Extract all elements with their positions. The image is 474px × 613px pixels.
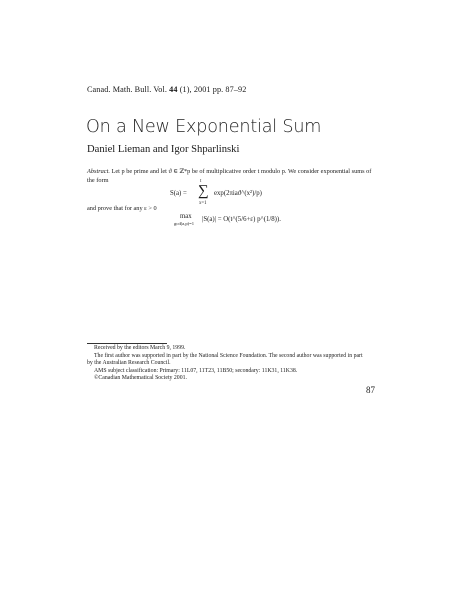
page-number: 87 (366, 385, 375, 395)
footnote-copyright: ©Canadian Mathematical Society 2001. (94, 375, 187, 382)
journal-prefix: Canad. Math. Bull. Vol. (87, 85, 170, 94)
paper-title: On a New Exponential Sum (86, 117, 322, 137)
sigma-symbol: ∑ (198, 183, 209, 199)
footnote-ams: AMS subject classification: Primary: 11L07, 11T23, 11B50; secondary: 11K31, 11K38. (94, 367, 298, 374)
equation-1 (170, 179, 290, 208)
footnote-support-text: The first author was supported in part by the National Science Foundation. The second author was supported in part by the Australian Research Council. (87, 352, 363, 367)
abstract (87, 167, 372, 186)
eq2-body: |S(a)| = O(t^(5/6+ε) p^(1/8)). (202, 216, 281, 223)
footnote-divider (87, 343, 167, 344)
footnote-support (87, 353, 366, 368)
abstract-prove-text: and prove that for any ε > 0 (87, 205, 157, 212)
abstract-text: Let p be prime and let ϑ ∈ ℤ*p be of multiplicative order t modulo p. We consider exponential sums of the form (87, 168, 372, 185)
equation-2 (174, 213, 297, 233)
journal-citation (87, 85, 246, 94)
eq2-max: max (180, 213, 192, 220)
eq1-lower-limit: x=1 (199, 201, 207, 206)
eq1-body: exp(2πiaϑ^(x²)/p) (214, 190, 262, 197)
journal-volume: 44 (169, 85, 178, 94)
footnotes (87, 345, 366, 383)
footnote-received: Received by the editors March 9, 1999. (94, 345, 186, 351)
journal-suffix: (1), 2001 pp. 87–92 (177, 85, 247, 94)
eq1-upper-limit: t (200, 179, 202, 184)
abstract-label: Abstract. (87, 168, 110, 175)
eq2-subscript: gcd(a,p)=1 (174, 221, 195, 226)
eq1-lhs: S(a) = (170, 190, 187, 197)
paper-authors: Daniel Lieman and Igor Shparlinski (87, 144, 240, 155)
